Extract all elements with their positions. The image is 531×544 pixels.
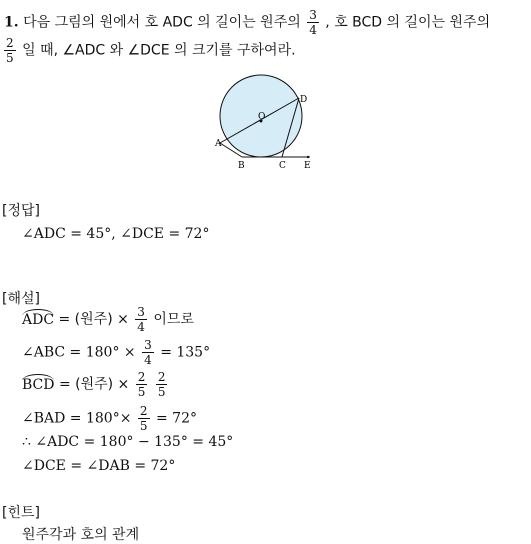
explanation-line-6: ∠DCE = ∠DAB = 72° (22, 458, 176, 474)
explanation-line-3: BCD = (원주) × $\frac{2}{5}$ $\frac{2}{5}$ (22, 370, 166, 399)
label-a: A (215, 139, 222, 149)
fraction-two-fifths: $\frac{2}{5}$ (137, 370, 146, 399)
fraction-two-fifths-repeat: $\frac{2}{5}$ (157, 370, 166, 399)
fraction-three-quarters: $\frac{3}{4}$ (144, 338, 152, 367)
circle-figure (210, 74, 322, 174)
label-o: O (258, 112, 266, 122)
problem-line-1 (4, 8, 490, 37)
problem-line-2 (2, 36, 296, 65)
problem-text-c: 일 때, ∠ADC 와 ∠DCE 의 크기를 구하여라. (22, 42, 296, 59)
explanation-line-1: ADC = (원주) × $\frac{3}{4}$ 이므로 (22, 305, 194, 334)
fraction-three-quarters: $\frac{3}{4}$ (309, 8, 317, 37)
problem-text-b: , 호 BCD 의 길이는 원주의 (325, 14, 491, 31)
label-e: E (304, 161, 311, 171)
label-d: D (300, 95, 308, 105)
explanation-line-4: ∠BAD = 180°× $\frac{2}{5}$ = 72° (22, 404, 197, 433)
hint-header: [힌트] (2, 505, 40, 521)
fraction-three-quarters: $\frac{3}{4}$ (137, 305, 145, 334)
label-b: B (238, 161, 245, 171)
arc-adc: ADC (22, 311, 55, 328)
explanation-line-2: ∠ABC = 180° × $\frac{3}{4}$ = 135° (22, 338, 211, 367)
arc-bcd: BCD (22, 376, 55, 393)
answer-text: ∠ADC = 45°, ∠DCE = 72° (22, 226, 210, 242)
explanation-line-5: ∴ ∠ADC = 180° − 135° = 45° (22, 434, 234, 450)
fraction-two-fifths: $\frac{2}{5}$ (6, 36, 14, 65)
problem-number: 1. (4, 14, 19, 31)
answer-header: [정답] (2, 203, 40, 219)
problem-text-a: 다음 그림의 원에서 호 ADC 의 길이는 원주의 (23, 14, 301, 31)
label-c: C (279, 161, 286, 171)
fraction-two-fifths: $\frac{2}{5}$ (139, 404, 148, 433)
hint-text: 원주각과 호의 관계 (22, 527, 140, 543)
point-e (307, 156, 309, 158)
explanation-header: [해설] (2, 291, 40, 307)
